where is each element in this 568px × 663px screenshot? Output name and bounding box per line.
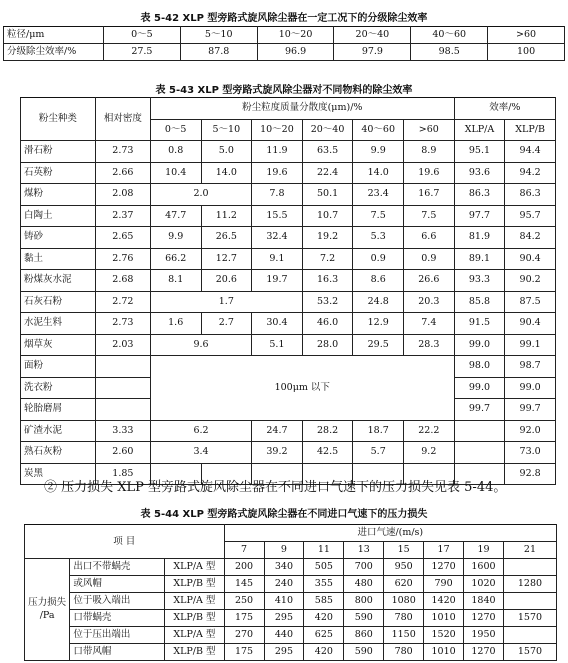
table-cell: 5～10 <box>180 27 257 44</box>
table-cell: 355 <box>304 576 344 593</box>
table-cell: 1840 <box>464 593 504 610</box>
table-cell: 1420 <box>424 593 464 610</box>
material-name: 滑石粉 <box>21 141 96 163</box>
table-cell: 2.65 <box>95 227 150 249</box>
material-name: 洗衣粉 <box>21 377 96 399</box>
table-cell: 97.9 <box>334 44 411 61</box>
material-name: 炭黑 <box>21 463 96 485</box>
table-cell: 23.4 <box>353 184 404 206</box>
table-cell: 3.33 <box>95 420 150 442</box>
table-cell: 50.1 <box>302 184 353 206</box>
table-cell: 5.0 <box>201 141 252 163</box>
table-cell <box>95 356 150 378</box>
header-cell: 10～20 <box>252 119 303 141</box>
header-cell: XLP/A <box>454 119 505 141</box>
table-cell: 10～20 <box>257 27 334 44</box>
table-cell: 860 <box>344 627 384 644</box>
table-cell: 10.7 <box>302 205 353 227</box>
table-cell: 26.6 <box>404 270 455 292</box>
table-cell: 2.0 <box>150 184 251 206</box>
table-cell: 22.2 <box>404 420 455 442</box>
table-cell <box>454 442 505 464</box>
table-row <box>25 576 557 593</box>
table-cell: 53.2 <box>302 291 353 313</box>
table-cell: 8.1 <box>150 270 201 292</box>
header-velocity-text: 进口气速/(m/s) <box>357 527 424 539</box>
table-cell: 9.9 <box>150 227 201 249</box>
table-cell: 19.7 <box>252 270 303 292</box>
row-label: 粒径/μm <box>4 27 104 44</box>
table-5-43 <box>20 97 556 485</box>
table-cell: 340 <box>264 559 304 576</box>
table-cell: 0.8 <box>150 141 201 163</box>
side-label <box>25 559 70 661</box>
table-cell: 99.7 <box>454 399 505 421</box>
table-cell <box>95 399 150 421</box>
table-cell: 90.4 <box>505 313 556 335</box>
table-cell: 7.2 <box>302 248 353 270</box>
table-cell: 28.2 <box>302 420 353 442</box>
table-cell: 2.37 <box>95 205 150 227</box>
table-cell: 1600 <box>464 559 504 576</box>
table-cell: 9.6 <box>150 334 251 356</box>
table-cell: 9.2 <box>404 442 455 464</box>
table-cell: 10.4 <box>150 162 201 184</box>
table-cell: 99.1 <box>505 334 556 356</box>
table-5-42-caption: 表 5-42 XLP 型旁路式旋风除尘器在一定工况下的分级除尘效率 <box>140 13 428 24</box>
table-cell: 7.8 <box>252 184 303 206</box>
group-label: 出口不带蜗壳 <box>70 559 165 576</box>
table-cell: 270 <box>224 627 264 644</box>
table-cell: 2.66 <box>95 162 150 184</box>
table-cell: 240 <box>264 576 304 593</box>
group-label: 或风帽 <box>70 576 165 593</box>
table-cell: 2.7 <box>201 313 252 335</box>
table-cell <box>454 420 505 442</box>
header-cell: 0～5 <box>150 119 201 141</box>
table-cell: 87.5 <box>505 291 556 313</box>
table-cell: 0.9 <box>353 248 404 270</box>
header-cell: >60 <box>404 119 455 141</box>
header-distribution: 粉尘粒度质量分散度(μm)/% <box>150 98 454 120</box>
table-cell: 145 <box>224 576 264 593</box>
merged-note: 100μm 以下 <box>150 356 454 421</box>
table-row <box>21 184 556 206</box>
table-cell: 1.6 <box>150 313 201 335</box>
table-cell <box>503 559 556 576</box>
table-cell: 6.2 <box>150 420 251 442</box>
table-row <box>21 270 556 292</box>
table-cell: 96.9 <box>257 44 334 61</box>
table-cell: 99.7 <box>505 399 556 421</box>
header-density: 相对密度 <box>95 98 150 141</box>
table-cell: 1520 <box>424 627 464 644</box>
material-name: 矿渣水泥 <box>21 420 96 442</box>
table-5-44-caption: 表 5-44 XLP 型旁路式旋风除尘器在不同进口气速下的压力损失 <box>140 509 428 520</box>
table-header-row <box>21 98 556 120</box>
table-cell: 590 <box>344 610 384 627</box>
table-row <box>25 559 557 576</box>
table-cell: 2.68 <box>95 270 150 292</box>
table-row <box>21 420 556 442</box>
table-row <box>21 291 556 313</box>
table-cell: 98.7 <box>505 356 556 378</box>
header-cell: 15 <box>384 542 424 559</box>
table-cell: 81.9 <box>454 227 505 249</box>
table-cell: 91.5 <box>454 313 505 335</box>
table-cell: 7.4 <box>404 313 455 335</box>
table-row <box>21 162 556 184</box>
table-cell: 98.5 <box>411 44 488 61</box>
table-cell: 63.5 <box>302 141 353 163</box>
table-cell: 1010 <box>424 644 464 661</box>
table-cell: 1270 <box>464 644 504 661</box>
table-cell: 175 <box>224 610 264 627</box>
table-cell: 295 <box>264 644 304 661</box>
table-cell: 1950 <box>464 627 504 644</box>
table-cell: 2.08 <box>95 184 150 206</box>
table-cell: 95.1 <box>454 141 505 163</box>
type-label: XLP/A 型 <box>165 559 224 576</box>
side-label-line: /Pa <box>39 609 55 621</box>
table-cell: 86.3 <box>505 184 556 206</box>
table-5-44 <box>24 524 557 661</box>
table-cell: 2.76 <box>95 248 150 270</box>
header-velocity <box>224 525 556 542</box>
table-cell: 12.9 <box>353 313 404 335</box>
table-cell: 46.0 <box>302 313 353 335</box>
table-cell: 22.4 <box>302 162 353 184</box>
table-cell: 625 <box>304 627 344 644</box>
header-cell: 40～60 <box>353 119 404 141</box>
table-cell: 18.7 <box>353 420 404 442</box>
table-cell: 1570 <box>503 644 556 661</box>
table-cell: 585 <box>304 593 344 610</box>
table-5-43-caption: 表 5-43 XLP 型旁路式旋风除尘器对不同物料的除尘效率 <box>155 85 413 96</box>
table-cell: >60 <box>488 27 565 44</box>
table-cell: 9.9 <box>353 141 404 163</box>
table-cell: 800 <box>344 593 384 610</box>
table-row <box>4 27 565 44</box>
table-row <box>25 593 557 610</box>
table-cell: 175 <box>224 644 264 661</box>
table-cell: 620 <box>384 576 424 593</box>
material-name: 铸砂 <box>21 227 96 249</box>
header-cell: 17 <box>424 542 464 559</box>
table-cell: 11.9 <box>252 141 303 163</box>
material-name: 石英粉 <box>21 162 96 184</box>
table-cell: 7.5 <box>353 205 404 227</box>
material-name: 粉煤灰水泥 <box>21 270 96 292</box>
material-name: 黏土 <box>21 248 96 270</box>
table-cell <box>503 627 556 644</box>
table-cell: 26.5 <box>201 227 252 249</box>
side-label-line: 压力损失 <box>28 597 67 609</box>
table-cell: 2.72 <box>95 291 150 313</box>
table-cell: 0～5 <box>104 27 181 44</box>
table-cell: 24.8 <box>353 291 404 313</box>
table-cell: 20.6 <box>201 270 252 292</box>
table-cell: 5.1 <box>252 334 303 356</box>
table-cell: 8.9 <box>404 141 455 163</box>
table-cell: 480 <box>344 576 384 593</box>
table-cell: 89.1 <box>454 248 505 270</box>
header-cell: 5～10 <box>201 119 252 141</box>
table-cell: 73.0 <box>505 442 556 464</box>
table-row <box>21 248 556 270</box>
table-cell: 28.3 <box>404 334 455 356</box>
table-cell: 420 <box>304 610 344 627</box>
table-row <box>21 141 556 163</box>
body-paragraph: ② 压力损失 XLP 型旁路式旋风除尘器在不同进口气速下的压力损失见表 5-44。 <box>44 480 507 495</box>
table-cell: 95.7 <box>505 205 556 227</box>
table-cell: 1020 <box>464 576 504 593</box>
table-cell: 16.3 <box>302 270 353 292</box>
header-cell: 20～40 <box>302 119 353 141</box>
table-cell: 94.4 <box>505 141 556 163</box>
table-cell: 86.3 <box>454 184 505 206</box>
table-cell: 0.9 <box>404 248 455 270</box>
table-cell: 20.3 <box>404 291 455 313</box>
table-cell: 5.7 <box>353 442 404 464</box>
type-label: XLP/A 型 <box>165 627 224 644</box>
table-cell: 2.03 <box>95 334 150 356</box>
table-cell: 100 <box>488 44 565 61</box>
table-cell: 14.0 <box>201 162 252 184</box>
table-cell: 200 <box>224 559 264 576</box>
table-cell: 66.2 <box>150 248 201 270</box>
table-cell: 505 <box>304 559 344 576</box>
table-cell: 440 <box>264 627 304 644</box>
table-row <box>21 334 556 356</box>
table-cell: 9.1 <box>252 248 303 270</box>
table-cell: 93.6 <box>454 162 505 184</box>
table-row <box>25 610 557 627</box>
table-row <box>21 313 556 335</box>
group-label: 位于压出端出 <box>70 627 165 644</box>
table-cell: 85.8 <box>454 291 505 313</box>
group-label: 口带蜗壳 <box>70 610 165 627</box>
table-cell: 3.4 <box>150 442 251 464</box>
table-cell: 92.0 <box>505 420 556 442</box>
table-cell: 2.73 <box>95 313 150 335</box>
header-efficiency: 效率/% <box>454 98 555 120</box>
table-cell: 1.7 <box>150 291 302 313</box>
table-row <box>21 442 556 464</box>
table-cell: 410 <box>264 593 304 610</box>
table-cell: 20～40 <box>334 27 411 44</box>
table-cell: 30.4 <box>252 313 303 335</box>
material-name: 煤粉 <box>21 184 96 206</box>
table-cell: 32.4 <box>252 227 303 249</box>
group-label: 口带风帽 <box>70 644 165 661</box>
table-cell: 11.2 <box>201 205 252 227</box>
header-cell: XLP/B <box>505 119 556 141</box>
table-cell: 15.5 <box>252 205 303 227</box>
table-cell: 420 <box>304 644 344 661</box>
table-cell: 1270 <box>464 610 504 627</box>
table-cell: 19.6 <box>252 162 303 184</box>
table-cell: 8.6 <box>353 270 404 292</box>
table-row <box>21 227 556 249</box>
table-cell: 2.73 <box>95 141 150 163</box>
table-cell <box>95 377 150 399</box>
table-cell: 97.7 <box>454 205 505 227</box>
table-cell: 29.5 <box>353 334 404 356</box>
table-cell: 1080 <box>384 593 424 610</box>
table-cell: 39.2 <box>252 442 303 464</box>
table-cell: 98.0 <box>454 356 505 378</box>
table-cell: 1270 <box>424 559 464 576</box>
table-cell: 24.7 <box>252 420 303 442</box>
table-row <box>25 627 557 644</box>
type-label: XLP/A 型 <box>165 593 224 610</box>
table-cell: 14.0 <box>353 162 404 184</box>
table-cell: 93.3 <box>454 270 505 292</box>
table-cell: 42.5 <box>302 442 353 464</box>
table-header-row <box>25 525 557 542</box>
header-cell: 13 <box>344 542 384 559</box>
table-row <box>21 205 556 227</box>
table-cell: 780 <box>384 610 424 627</box>
table-cell: 780 <box>384 644 424 661</box>
material-name: 水泥生料 <box>21 313 96 335</box>
material-name: 白陶土 <box>21 205 96 227</box>
table-cell: 950 <box>384 559 424 576</box>
table-row <box>4 44 565 61</box>
material-name: 轮胎磨屑 <box>21 399 96 421</box>
table-cell: 90.4 <box>505 248 556 270</box>
table-cell: 40～60 <box>411 27 488 44</box>
table-cell: 1010 <box>424 610 464 627</box>
table-cell: 6.6 <box>404 227 455 249</box>
material-name: 熟石灰粉 <box>21 442 96 464</box>
table-cell: 27.5 <box>104 44 181 61</box>
table-cell: 295 <box>264 610 304 627</box>
material-name: 烟草灰 <box>21 334 96 356</box>
table-cell: 99.0 <box>454 334 505 356</box>
group-label: 位于吸入端出 <box>70 593 165 610</box>
table-cell: 1.85 <box>95 463 150 485</box>
table-cell: 90.2 <box>505 270 556 292</box>
table-cell: 87.8 <box>180 44 257 61</box>
type-label: XLP/B 型 <box>165 610 224 627</box>
header-cell: 11 <box>304 542 344 559</box>
material-name: 石灰石粉 <box>21 291 96 313</box>
header-cell: 19 <box>464 542 504 559</box>
type-label: XLP/B 型 <box>165 644 224 661</box>
table-cell <box>503 593 556 610</box>
table-cell: 250 <box>224 593 264 610</box>
table-cell: 47.7 <box>150 205 201 227</box>
header-cell: 7 <box>224 542 264 559</box>
table-cell: 19.6 <box>404 162 455 184</box>
table-cell: 28.0 <box>302 334 353 356</box>
table-cell: 590 <box>344 644 384 661</box>
table-cell: 2.60 <box>95 442 150 464</box>
table-cell: 92.8 <box>505 463 556 485</box>
table-cell: 99.0 <box>505 377 556 399</box>
header-cell: 9 <box>264 542 304 559</box>
table-row <box>25 644 557 661</box>
table-cell: 12.7 <box>201 248 252 270</box>
type-label: XLP/B 型 <box>165 576 224 593</box>
table-cell: 1570 <box>503 610 556 627</box>
header-material: 粉尘种类 <box>21 98 96 141</box>
row-label: 分级除尘效率/% <box>4 44 104 61</box>
table-cell: 1150 <box>384 627 424 644</box>
table-cell: 700 <box>344 559 384 576</box>
header-cell: 21 <box>503 542 556 559</box>
table-cell: 94.2 <box>505 162 556 184</box>
table-row <box>21 356 556 378</box>
material-name: 面粉 <box>21 356 96 378</box>
table-cell: 16.7 <box>404 184 455 206</box>
table-cell: 1280 <box>503 576 556 593</box>
table-cell: 790 <box>424 576 464 593</box>
table-5-42 <box>3 26 565 61</box>
table-cell: 19.2 <box>302 227 353 249</box>
table-cell: 7.5 <box>404 205 455 227</box>
table-cell: 84.2 <box>505 227 556 249</box>
header-item: 项 目 <box>25 525 225 559</box>
table-cell: 99.0 <box>454 377 505 399</box>
table-cell: 5.3 <box>353 227 404 249</box>
